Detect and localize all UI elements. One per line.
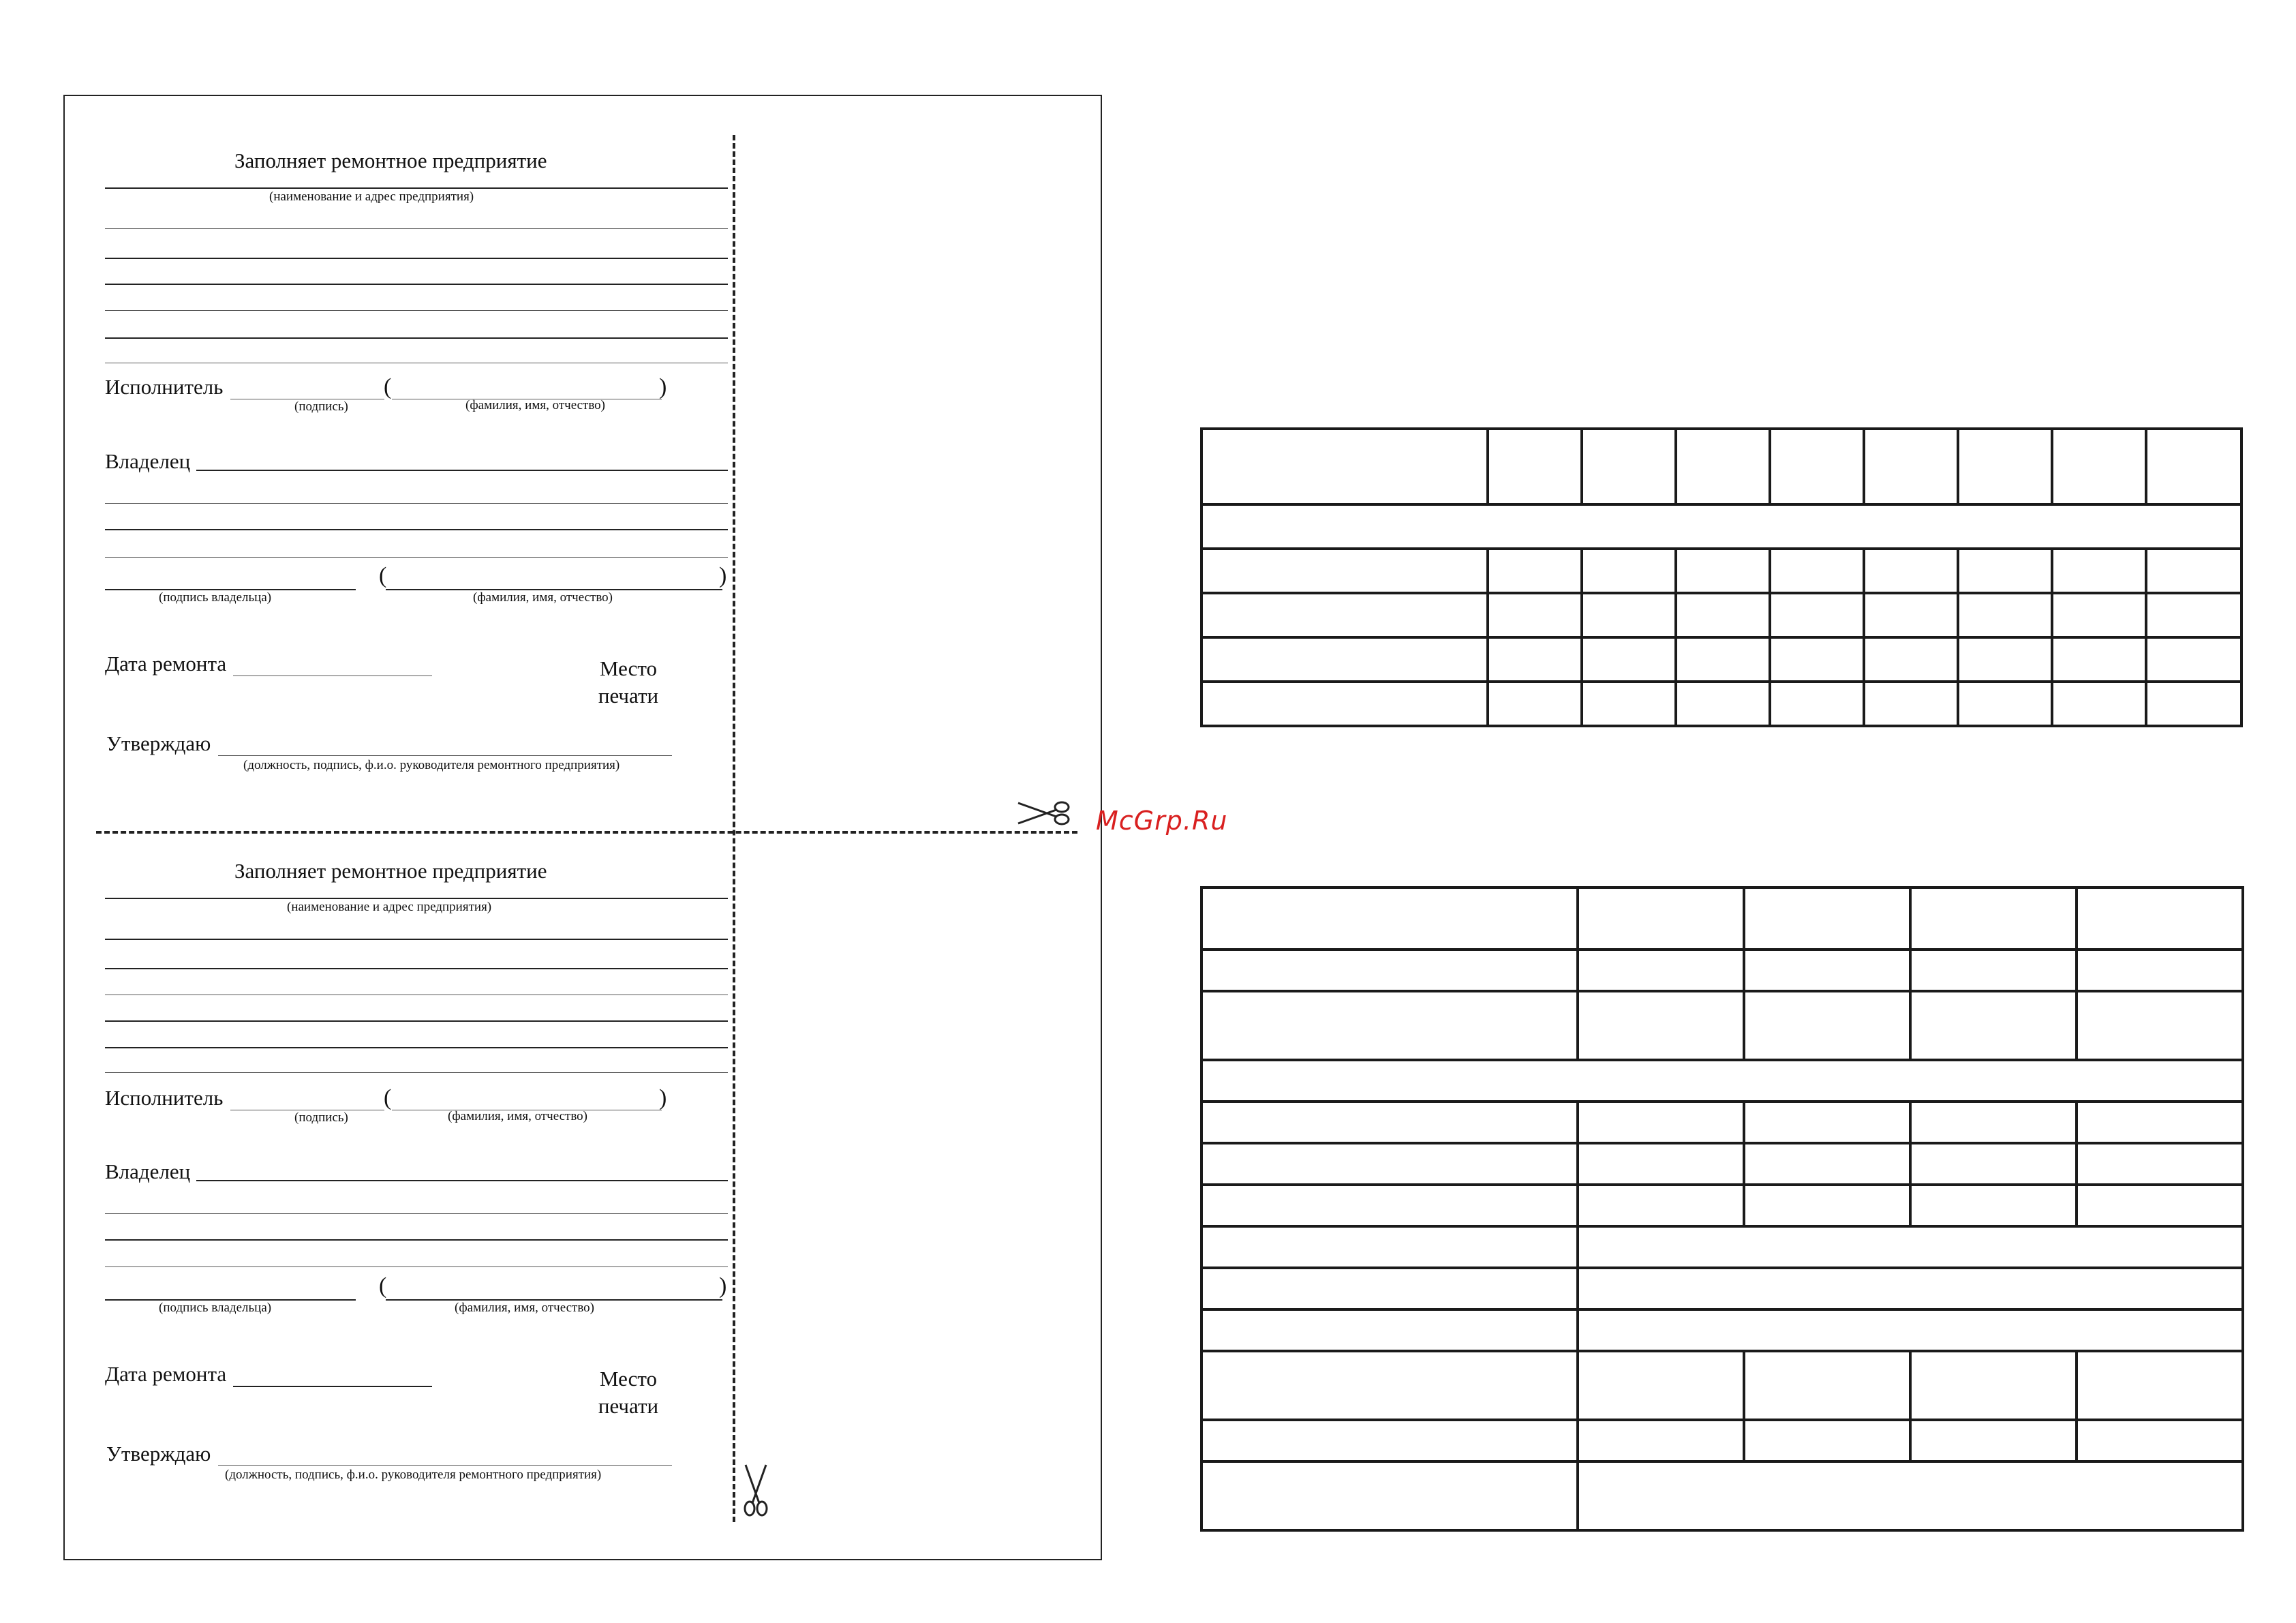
stamp-line-1: Место — [599, 1367, 658, 1391]
watermark: McGrp.Ru — [1096, 806, 1228, 836]
table-row — [1201, 1226, 2243, 1268]
table-cell — [2077, 1185, 2243, 1226]
blank-line — [105, 258, 728, 259]
table-cell — [1910, 950, 2077, 991]
table-cell — [1578, 1143, 1744, 1185]
vertical-cut-line — [733, 135, 735, 1522]
table-cell — [2146, 682, 2241, 726]
table-cell — [1578, 1102, 1744, 1143]
table-cell — [1201, 1268, 1578, 1309]
table-row — [1201, 888, 2243, 950]
signature-caption: (подпись) — [294, 1110, 348, 1125]
table-row — [1201, 991, 2243, 1060]
table-cell — [1201, 1102, 1578, 1143]
table-cell — [1201, 1185, 1578, 1226]
table-cell — [1578, 950, 1744, 991]
approve-label: Утверждаю — [106, 1442, 211, 1466]
table-cell — [1770, 593, 1864, 637]
table-cell — [1201, 549, 1488, 593]
table-cell — [1578, 1226, 2243, 1268]
coupon-sheet-frame — [63, 95, 1102, 1560]
table-cell — [1582, 637, 1676, 682]
table-cell — [1578, 1461, 2243, 1530]
repair-date-label: Дата ремонта — [105, 1362, 227, 1386]
table-row — [1201, 429, 2241, 504]
close-paren: ) — [719, 1273, 727, 1299]
table-row — [1201, 1060, 2243, 1102]
table-cell — [1578, 888, 1744, 950]
approve-line — [218, 755, 672, 756]
table-cell — [1910, 1143, 2077, 1185]
table-row — [1201, 1309, 2243, 1351]
table-cell — [1201, 991, 1578, 1060]
table-row — [1201, 549, 2241, 593]
stamp-line-2: печати — [598, 1394, 659, 1418]
approve-caption: (должность, подпись, ф.и.о. руководителя ремонтного предприятия) — [243, 758, 620, 772]
table-cell — [1578, 1309, 2243, 1351]
blank-line — [105, 503, 728, 504]
table-cell — [1201, 593, 1488, 637]
stamp-place-label — [594, 1367, 662, 1419]
table-row — [1201, 1420, 2243, 1461]
table-cell — [1864, 549, 1958, 593]
table-cell — [1201, 950, 1578, 991]
executor-label: Исполнитель — [105, 1086, 224, 1110]
table-cell — [1864, 637, 1958, 682]
table-cell — [1864, 682, 1958, 726]
table-cell — [1488, 637, 1582, 682]
table-cell — [1676, 549, 1770, 593]
owner-signature-caption: (подпись владельца) — [159, 1301, 272, 1315]
table-cell — [2077, 1143, 2243, 1185]
table-cell — [1958, 682, 2052, 726]
table-cell — [1910, 1185, 2077, 1226]
table-row — [1201, 1461, 2243, 1530]
table-cell — [1488, 429, 1582, 504]
stamp-line-2: печати — [598, 684, 659, 708]
open-paren: ( — [384, 1085, 392, 1110]
open-paren: ( — [379, 563, 387, 588]
stamp-line-1: Место — [599, 656, 658, 680]
blank-line — [105, 228, 728, 229]
table-cell — [1201, 429, 1488, 504]
table-cell — [2146, 429, 2241, 504]
table-row — [1201, 504, 2241, 549]
signature-caption: (подпись) — [294, 399, 348, 414]
owner-line — [196, 1180, 728, 1181]
horizontal-cut-line — [96, 831, 1077, 834]
table-cell — [2077, 991, 2243, 1060]
table-cell — [1578, 1268, 2243, 1309]
table-cell — [1864, 593, 1958, 637]
open-paren: ( — [379, 1273, 387, 1299]
table-row — [1201, 637, 2241, 682]
blank-line — [105, 310, 728, 311]
blank-line — [105, 1266, 728, 1267]
table-cell — [1676, 682, 1770, 726]
owner-label: Владелец — [105, 1159, 191, 1183]
table-row — [1201, 1351, 2243, 1420]
table-cell — [1744, 1351, 1910, 1420]
blank-line — [105, 1072, 728, 1073]
table-cell — [1744, 1143, 1910, 1185]
blank-line — [105, 337, 728, 339]
blank-line — [105, 1047, 728, 1048]
table-cell — [1864, 429, 1958, 504]
table-row — [1201, 1185, 2243, 1226]
table-cell — [1582, 429, 1676, 504]
table-cell — [1676, 593, 1770, 637]
repair-date-line — [233, 1386, 432, 1387]
table-cell — [1201, 888, 1578, 950]
table-cell — [2052, 637, 2146, 682]
table-row — [1201, 593, 2241, 637]
enterprise-caption: (наименование и адрес предприятия) — [287, 900, 492, 914]
table-cell — [1578, 1420, 1744, 1461]
table-cell — [1578, 1185, 1744, 1226]
table-cell — [1958, 637, 2052, 682]
blank-line — [105, 1020, 728, 1022]
blank-line — [105, 1239, 728, 1241]
table-row — [1201, 1143, 2243, 1185]
table-cell — [1488, 549, 1582, 593]
table-cell — [1910, 991, 2077, 1060]
blank-line — [105, 529, 728, 530]
table-cell — [2146, 549, 2241, 593]
table-cell — [1744, 1420, 1910, 1461]
table-cell — [1744, 1102, 1910, 1143]
fio-caption: (фамилия, имя, отчество) — [448, 1109, 588, 1123]
table-cell — [1582, 593, 1676, 637]
repair-date-label: Дата ремонта — [105, 652, 227, 676]
table-cell — [1201, 1060, 2243, 1102]
scissors-icon — [740, 1462, 771, 1518]
table-cell — [1488, 593, 1582, 637]
table-cell — [2077, 1102, 2243, 1143]
enterprise-line — [105, 187, 728, 189]
approve-caption: (должность, подпись, ф.и.о. руководителя ремонтного предприятия) — [225, 1468, 602, 1482]
stamp-place-label — [594, 656, 662, 708]
approve-line — [218, 1465, 672, 1466]
table-cell — [1770, 549, 1864, 593]
blank-line — [105, 284, 728, 285]
table-cell — [1582, 682, 1676, 726]
table-cell — [1910, 1420, 2077, 1461]
table-row — [1201, 950, 2243, 991]
table-cell — [1201, 1309, 1578, 1351]
approve-label: Утверждаю — [106, 731, 211, 755]
table-cell — [2146, 593, 2241, 637]
table-cell — [1958, 429, 2052, 504]
table-cell — [1201, 1226, 1578, 1268]
table-cell — [1201, 1351, 1578, 1420]
table-cell — [1201, 682, 1488, 726]
table-cell — [2052, 549, 2146, 593]
table-cell — [1578, 991, 1744, 1060]
coupon-heading: Заполняет ремонтное предприятие — [234, 859, 547, 883]
blank-line — [105, 968, 728, 969]
table-cell — [2052, 682, 2146, 726]
table-cell — [1676, 429, 1770, 504]
table-cell — [2077, 1351, 2243, 1420]
enterprise-caption: (наименование и адрес предприятия) — [269, 189, 474, 204]
owner-signature-caption: (подпись владельца) — [159, 590, 272, 605]
table-cell — [1770, 637, 1864, 682]
blank-line — [105, 557, 728, 558]
coupon-heading: Заполняет ремонтное предприятие — [234, 149, 547, 172]
table-cell — [1910, 888, 2077, 950]
close-paren: ) — [659, 374, 667, 399]
table-cell — [1201, 1143, 1578, 1185]
table-cell — [1201, 1420, 1578, 1461]
close-paren: ) — [659, 1085, 667, 1110]
owner-fio-caption: (фамилия, имя, отчество) — [455, 1301, 595, 1315]
table-cell — [1201, 1461, 1578, 1530]
table-cell — [1770, 682, 1864, 726]
table-cell — [1488, 682, 1582, 726]
table-cell — [1676, 637, 1770, 682]
table-cell — [2052, 429, 2146, 504]
close-paren: ) — [719, 563, 727, 588]
table-cell — [1744, 1185, 1910, 1226]
table-cell — [1744, 950, 1910, 991]
table-row — [1201, 1268, 2243, 1309]
table-cell — [1744, 991, 1910, 1060]
table-row — [1201, 682, 2241, 726]
table-cell — [1578, 1351, 1744, 1420]
executor-label: Исполнитель — [105, 375, 224, 399]
table-cell — [2077, 1420, 2243, 1461]
table-cell — [1958, 593, 2052, 637]
table-cell — [1958, 549, 2052, 593]
table-cell — [2077, 950, 2243, 991]
table-cell — [1201, 504, 2241, 549]
enterprise-line — [105, 898, 728, 899]
blank-table-1 — [1200, 427, 2243, 727]
fio-caption: (фамилия, имя, отчество) — [465, 398, 606, 412]
owner-fio-caption: (фамилия, имя, отчество) — [473, 590, 613, 605]
table-cell — [2146, 637, 2241, 682]
table-cell — [1770, 429, 1864, 504]
table-cell — [1744, 888, 1910, 950]
blank-table-2 — [1200, 886, 2244, 1532]
owner-label: Владелец — [105, 449, 191, 473]
table-cell — [1582, 549, 1676, 593]
open-paren: ( — [384, 374, 392, 399]
owner-line — [196, 470, 728, 471]
blank-line — [105, 1213, 728, 1214]
table-cell — [2052, 593, 2146, 637]
table-cell — [2077, 888, 2243, 950]
table-cell — [1201, 637, 1488, 682]
blank-line — [105, 939, 728, 940]
table-row — [1201, 1102, 2243, 1143]
table-cell — [1910, 1351, 2077, 1420]
table-cell — [1910, 1102, 2077, 1143]
scissors-icon — [1015, 798, 1071, 829]
